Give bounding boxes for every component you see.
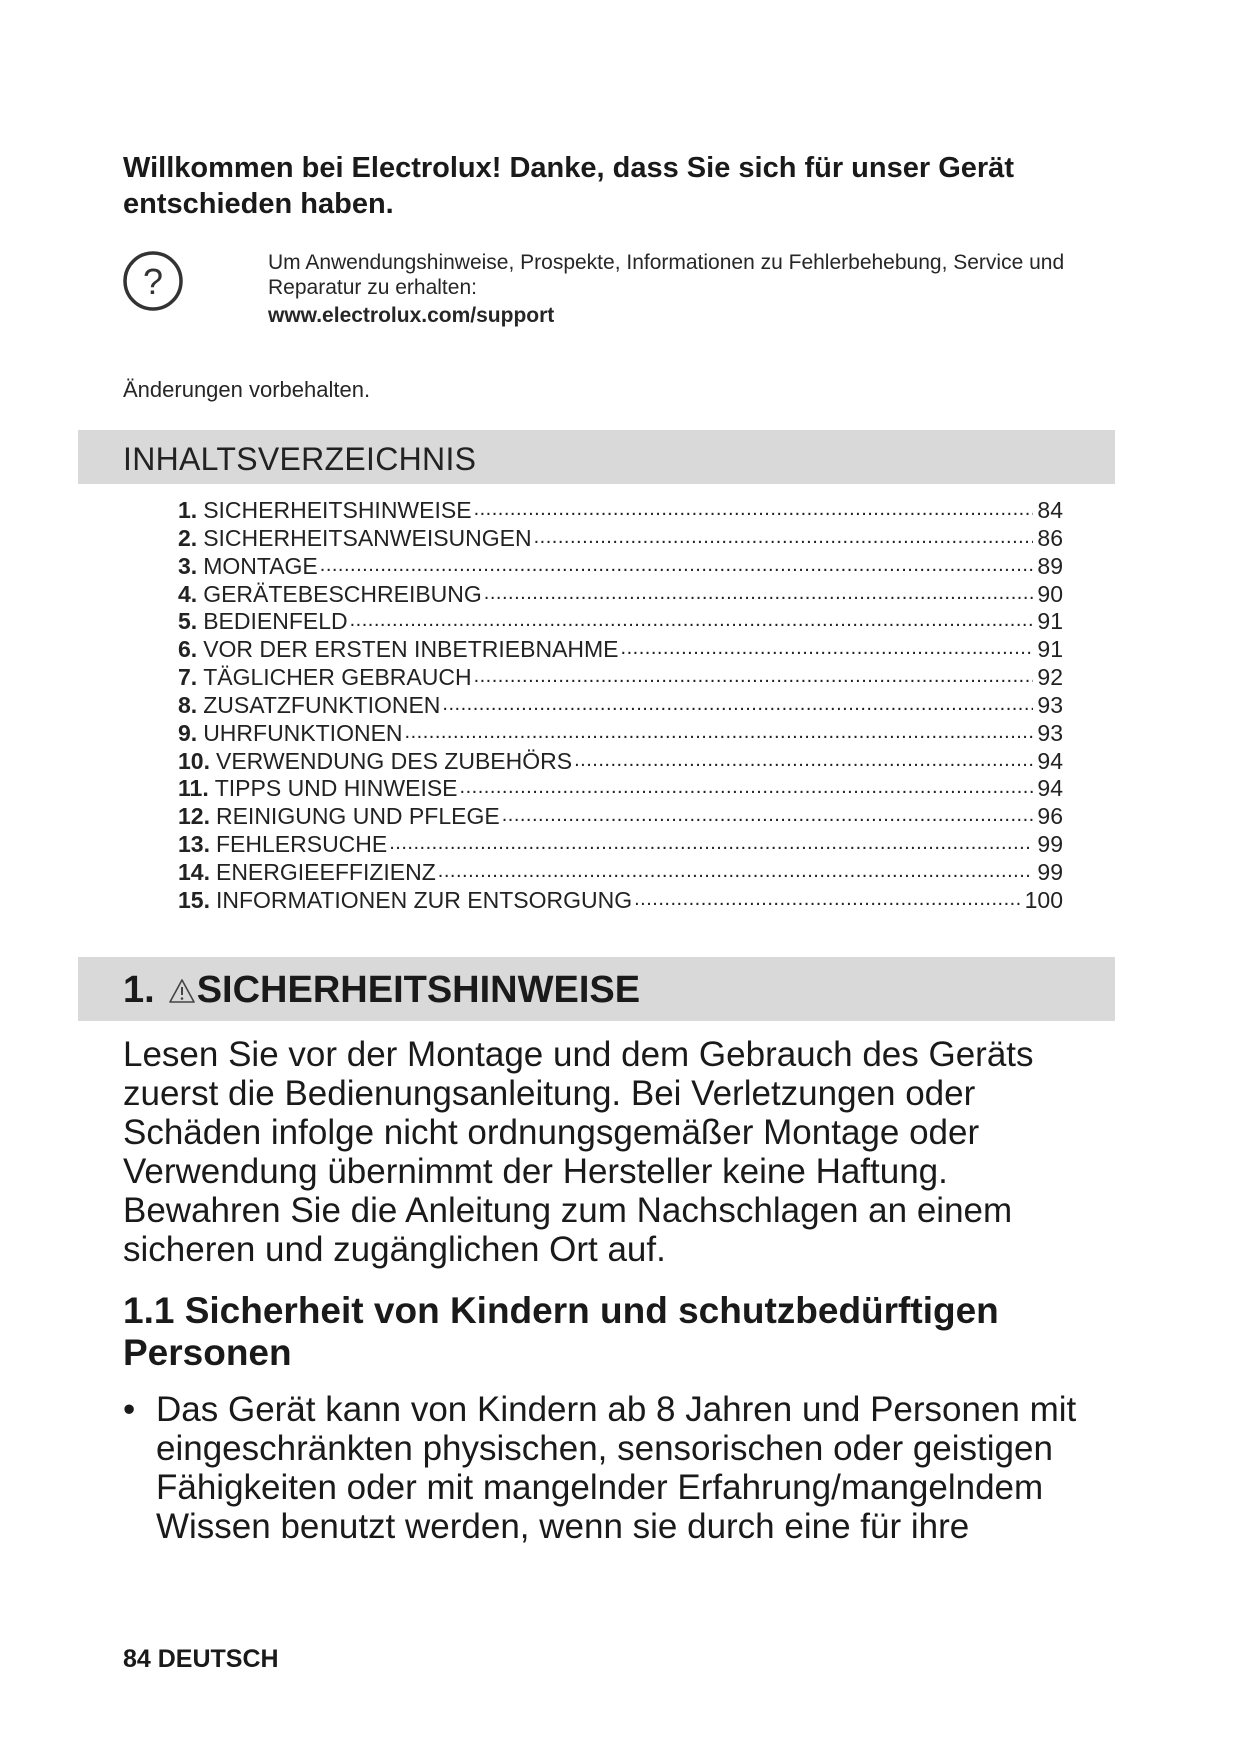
support-text: Um Anwendungshinweise, Prospekte, Informationen zu Fehlerbehebung, Service und Reparatur zu erhalten: <box>268 251 1065 299</box>
toc-item-page: 94 <box>1037 775 1063 802</box>
toc-item-title: MONTAGE <box>203 552 318 579</box>
svg-text:?: ? <box>142 261 164 302</box>
toc-dot-leader <box>484 582 1034 602</box>
toc-item-title: ZUSATZFUNKTIONEN <box>203 691 441 718</box>
bullet-text: Das Gerät kann von Kindern ab 8 Jahren und Personen mit eingeschränkten physischen, sensorischen oder geistigen Fähigkeiten oder mit mangelnder Erfahrung/mangelndem Wissen benutzt werden, wenn sie durch eine für ihre <box>156 1390 1077 1546</box>
toc-item-title: ENERGIEEFFIZIENZ <box>215 858 436 885</box>
toc-item[interactable] <box>178 720 1063 748</box>
toc-dot-leader <box>350 609 1034 629</box>
toc-item-number: 3. <box>178 552 198 579</box>
toc-item-page: 86 <box>1037 524 1063 551</box>
toc-dot-leader <box>502 804 1034 824</box>
toc-item-title: BEDIENFELD <box>203 608 348 635</box>
toc-dot-leader <box>574 749 1033 769</box>
toc-dot-leader <box>389 832 1033 852</box>
toc-item-number: 12. <box>178 803 210 830</box>
toc-item-number: 14. <box>178 858 210 885</box>
toc-item[interactable] <box>178 748 1063 776</box>
toc-item-page: 96 <box>1037 803 1063 830</box>
toc-item[interactable] <box>178 525 1063 553</box>
toc-item-number: 11. <box>178 775 209 802</box>
toc-item-title: UHRFUNKTIONEN <box>203 719 403 746</box>
changes-note: Änderungen vorbehalten. <box>123 377 371 402</box>
toc-item-number: 10. <box>178 747 210 774</box>
toc-item-title: TIPPS UND HINWEISE <box>214 775 458 802</box>
toc-item[interactable] <box>178 636 1063 664</box>
section-heading <box>123 969 640 1012</box>
bullet-mark: • <box>123 1390 136 1429</box>
toc-item-page: 94 <box>1037 747 1063 774</box>
toc-item-page: 91 <box>1037 608 1063 635</box>
section-header-band <box>78 957 1115 1021</box>
toc-item-page: 91 <box>1037 636 1063 663</box>
toc-item-number: 6. <box>178 636 198 663</box>
toc-item-title: SICHERHEITSHINWEISE <box>203 497 472 523</box>
page-footer: 84 DEUTSCH <box>123 1645 279 1673</box>
toc-dot-leader <box>438 860 1034 880</box>
toc-item-number: 8. <box>178 691 198 718</box>
question-circle-icon <box>122 250 184 312</box>
table-of-contents <box>178 497 1063 915</box>
toc-item-number: 1. <box>178 497 198 523</box>
toc-dot-leader <box>405 721 1034 741</box>
toc-item-number: 15. <box>178 886 210 913</box>
toc-item-title: GERÄTEBESCHREIBUNG <box>203 580 482 607</box>
toc-item[interactable] <box>178 692 1063 720</box>
toc-item-number: 5. <box>178 608 198 635</box>
toc-item-number: 9. <box>178 719 198 746</box>
toc-item-title: TÄGLICHER GEBRAUCH <box>203 664 472 691</box>
toc-dot-leader <box>634 888 1021 908</box>
toc-item[interactable] <box>178 831 1063 859</box>
toc-item-title: FEHLERSUCHE <box>215 831 388 858</box>
toc-dot-leader <box>621 637 1034 657</box>
toc-dot-leader <box>534 526 1034 546</box>
toc-header-band <box>78 430 1115 484</box>
bullet-item <box>123 1390 1098 1546</box>
toc-dot-leader <box>474 498 1034 518</box>
toc-item-title: INFORMATIONEN ZUR ENTSORGUNG <box>215 886 633 913</box>
toc-item-page: 99 <box>1037 831 1063 858</box>
section-title: SICHERHEITSHINWEISE <box>196 969 641 1011</box>
toc-dot-leader <box>474 665 1034 685</box>
toc-item[interactable] <box>178 887 1063 915</box>
toc-item[interactable] <box>178 664 1063 692</box>
welcome-heading: Willkommen bei Electrolux! Danke, dass Sie sich für unser Gerät entschieden haben. <box>123 152 1014 220</box>
toc-item-number: 7. <box>178 664 198 691</box>
toc-item-page: 89 <box>1037 552 1063 579</box>
toc-item[interactable] <box>178 803 1063 831</box>
toc-item-title: VERWENDUNG DES ZUBEHÖRS <box>215 747 573 774</box>
toc-dot-leader <box>442 693 1033 713</box>
toc-item[interactable] <box>178 859 1063 887</box>
toc-item[interactable] <box>178 553 1063 581</box>
toc-item[interactable] <box>178 497 1063 525</box>
warning-triangle-icon <box>169 978 195 1004</box>
support-info <box>268 250 1138 328</box>
support-link[interactable]: www.electrolux.com/support <box>268 304 555 327</box>
toc-dot-leader <box>320 554 1034 574</box>
toc-item-page: 84 <box>1037 497 1063 523</box>
toc-item-title: REINIGUNG UND PFLEGE <box>215 803 500 830</box>
toc-heading: INHALTSVERZEICHNIS <box>123 441 477 477</box>
section-intro: Lesen Sie vor der Montage und dem Gebrauch des Geräts zuerst die Bedienungsanleitung. Bei Verletzungen oder Schäden infolge nicht ordnungsgemäßer Montage oder Verwendung übernimmt der Hersteller keine Haftung. Bewahren Sie die Anleitung zum Nachschlagen an einem sicheren und zugänglichen Ort auf. <box>123 1035 1034 1269</box>
toc-item-page: 99 <box>1037 858 1063 885</box>
toc-item-title: SICHERHEITSANWEISUNGEN <box>203 524 532 551</box>
toc-item-number: 2. <box>178 524 198 551</box>
section-number: 1. <box>123 969 155 1011</box>
toc-item-page: 100 <box>1024 886 1063 913</box>
toc-item[interactable] <box>178 608 1063 636</box>
toc-item-page: 93 <box>1037 719 1063 746</box>
toc-item-number: 13. <box>178 831 210 858</box>
toc-item-number: 4. <box>178 580 198 607</box>
toc-item-title: VOR DER ERSTEN INBETRIEBNAHME <box>203 636 619 663</box>
toc-item-page: 93 <box>1037 691 1063 718</box>
toc-item-page: 92 <box>1037 664 1063 691</box>
subsection-heading: 1.1 Sicherheit von Kindern und schutzbedürftigen Personen <box>123 1290 999 1373</box>
toc-item[interactable] <box>178 581 1063 609</box>
toc-item[interactable] <box>178 775 1063 803</box>
toc-item-page: 90 <box>1037 580 1063 607</box>
toc-dot-leader <box>460 776 1034 796</box>
